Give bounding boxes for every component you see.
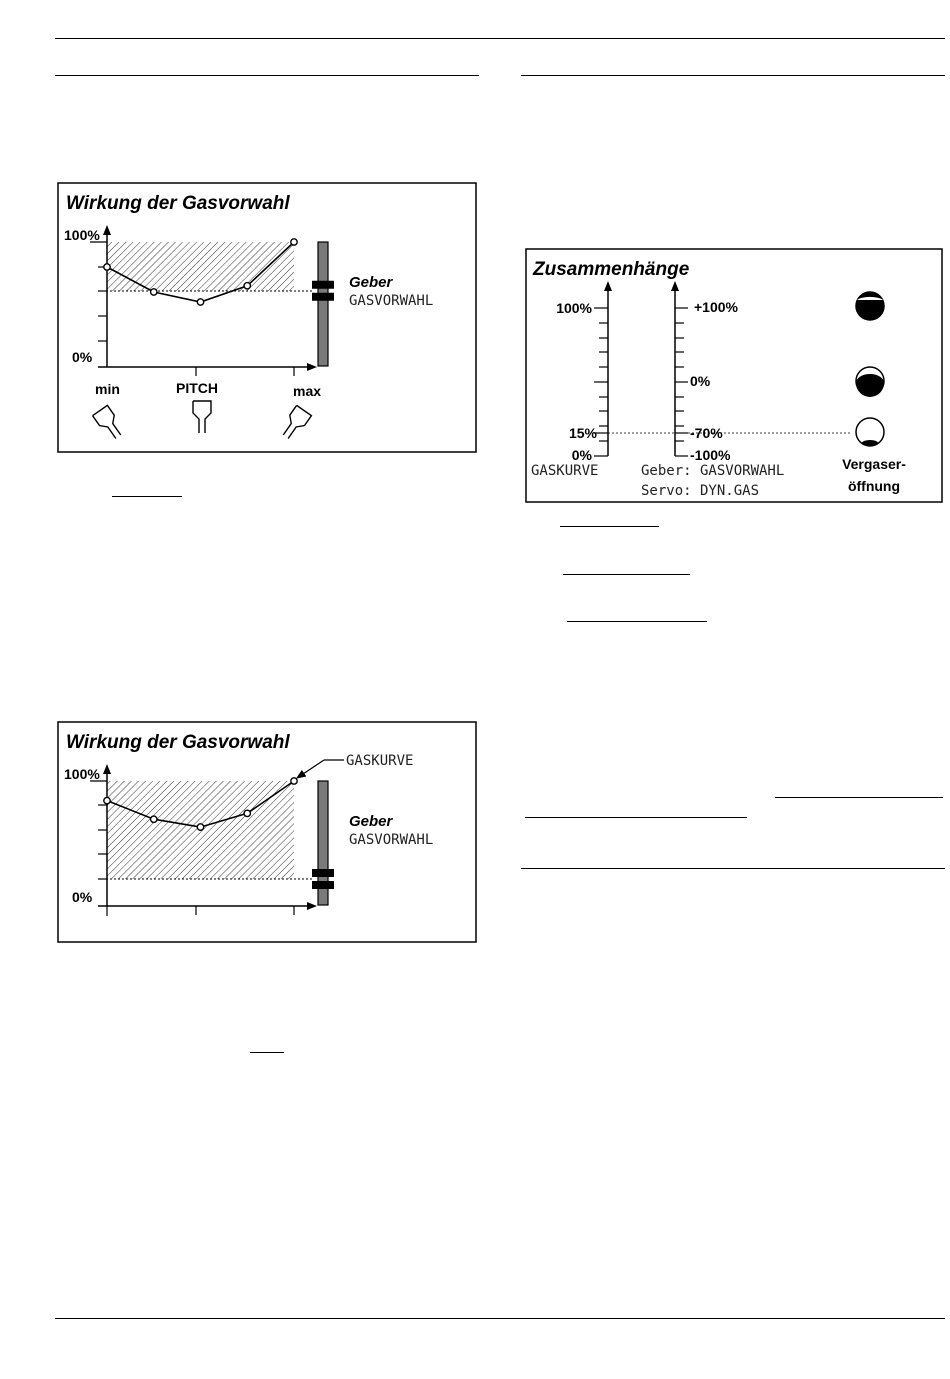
diagram3-left-axis-15: 15% — [568, 425, 597, 441]
diagram2-y-bottom-label: 0% — [72, 889, 93, 905]
diagram1-slider-track — [318, 242, 328, 366]
diagram2-curve-label: GASKURVE — [346, 753, 414, 769]
diagram1-y-bottom-label: 0% — [72, 349, 93, 365]
diagram3-vergaser-line1: Vergaser- — [842, 456, 906, 472]
diagram3-left-axis-top: 100% — [556, 300, 592, 316]
diagram1-geber-label: Geber — [349, 274, 393, 291]
curve-point-3 — [197, 299, 203, 305]
diagram2-y-top-label: 100% — [64, 766, 100, 782]
carb-half-icon — [856, 367, 884, 397]
diagram1-x-max-label: max — [293, 383, 322, 399]
diagram1-preset-area — [107, 242, 294, 291]
diagram3-right-axis-bottom: -100% — [690, 447, 731, 463]
carb-full-icon — [856, 292, 884, 320]
diagram2-title: Wirkung der Gasvorwahl — [66, 732, 290, 753]
carb-idle-icon — [856, 418, 884, 446]
diagram3-right-axis-top: +100% — [694, 299, 738, 315]
diagram-gasvorwahl-2 — [58, 722, 476, 942]
diagram1-x-mid-label: PITCH — [176, 380, 218, 396]
diagram3-vergaser-line2: öffnung — [847, 478, 901, 494]
curve-point-1 — [104, 264, 110, 270]
curve-point-4 — [244, 283, 250, 289]
diagram-gasvorwahl-1 — [58, 183, 476, 452]
diagram1-geber-value: GASVORWAHL — [349, 293, 434, 309]
diagram3-right-axis-70: -70% — [690, 425, 723, 441]
diagram3-right-axis-mid: 0% — [690, 373, 711, 389]
diagram3-title: Zusammenhänge — [533, 259, 690, 280]
diagram3-footer-geber: Geber: GASVORWAHL — [641, 463, 785, 479]
diagram-zusammenhaenge — [526, 249, 942, 502]
curve-point-2 — [151, 289, 157, 295]
diagram1-title: Wirkung der Gasvorwahl — [66, 193, 290, 214]
curve-point-4 — [244, 810, 250, 816]
curve-point-3 — [197, 824, 203, 830]
diagram3-footer-servo: Servo: DYN.GAS — [641, 483, 760, 499]
diagram1-x-min-label: min — [95, 381, 120, 397]
curve-point-5 — [291, 778, 297, 784]
diagram2-geber-label: Geber — [349, 813, 393, 830]
diagram1-y-top-label: 100% — [64, 227, 100, 243]
curve-point-1 — [104, 797, 110, 803]
diagram2-geber-value: GASVORWAHL — [349, 832, 434, 848]
diagram3-left-axis-bottom: 0% — [571, 447, 592, 463]
curve-point-2 — [151, 816, 157, 822]
diagram3-footer-left: GASKURVE — [531, 463, 599, 479]
curve-point-5 — [291, 239, 297, 245]
